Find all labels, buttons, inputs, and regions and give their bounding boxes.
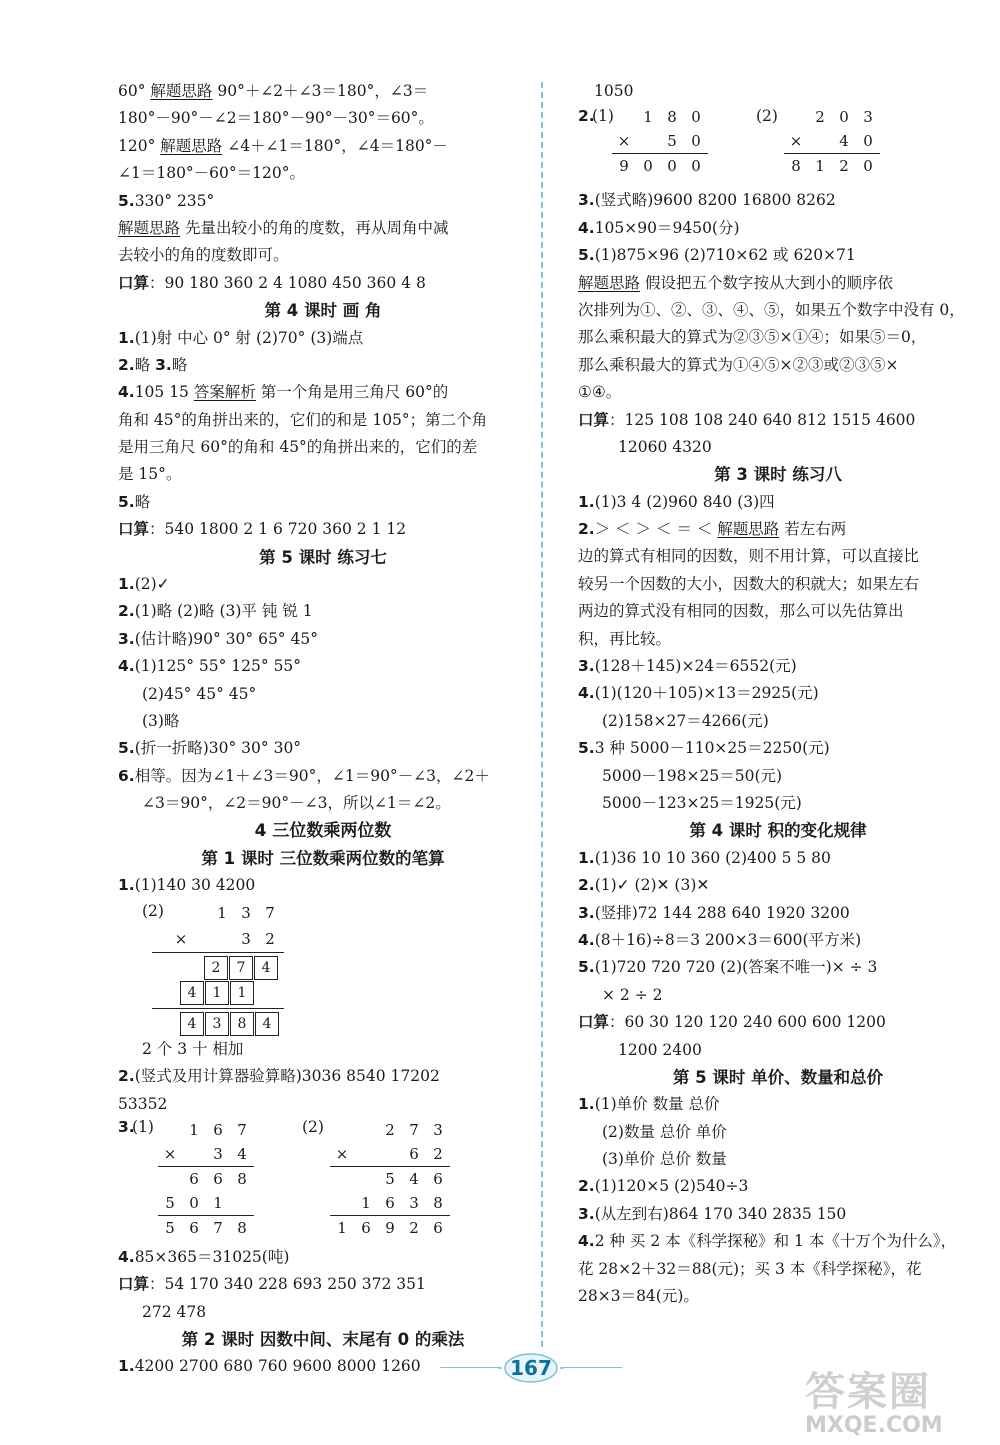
answer-line: 2.(竖式及用计算器验算略)3036 8540 17202: [118, 1067, 440, 1086]
answer-box: 4: [255, 1012, 279, 1036]
answer-line: (3)略: [142, 711, 180, 730]
vertical-calculation: (2) 1 3 7 × 3 2 2 7 4 4 1 1 4 3 8 4: [118, 900, 528, 1036]
oral-calc-line: 口算：54 170 340 228 693 250 372 351: [118, 1275, 426, 1294]
answer-line: 120° 解题思路 ∠4＋∠1＝180°，∠4＝180°－: [118, 136, 448, 155]
answer-line: 较另一个因数的大小，因数大的积就大；如果左右: [578, 574, 920, 593]
answer-line: 角和 45°的角拼出来的，它们的和是 105°；第二个角: [118, 410, 488, 429]
lesson-heading: 第 4 课时 积的变化规律: [689, 821, 867, 841]
answer-box: 4: [254, 956, 278, 980]
hint-tag: 解题思路: [578, 273, 641, 292]
vertical-calculation-pair: 3. (1) 1 6 7 × 3 4 6 6 8 5 0 1 5 6 7 8 (2) 2 7 3 × 6 2 5 4 6 1 6 3 8 1 6 9 2 6: [118, 1118, 528, 1244]
answer-line: (2)158×27＝4266(元): [602, 711, 769, 730]
answer-line: 5.(1)720 720 720 (2)(答案不唯一)× ÷ 3: [578, 958, 878, 977]
answer-line: 去较小的角的度数即可。: [118, 246, 289, 265]
lesson-heading: 第 1 课时 三位数乘两位数的笔算: [201, 848, 445, 868]
answer-line: 2.＞ ＜ ＞ ＜ ＝ ＜ 解题思路 若左右两: [578, 520, 847, 539]
question-number: 5.: [118, 191, 135, 210]
answer-box: 1: [230, 981, 254, 1005]
vertical-calculation: 2 0 3 × 4 0 8 1 2 0: [774, 105, 880, 178]
page-number: 167: [510, 1356, 552, 1380]
unit-heading: 4 三位数乘两位数: [254, 820, 392, 841]
answer-box: 7: [229, 956, 253, 980]
column-divider: [541, 82, 543, 1347]
answer-line: 那么乘积最大的算式为②③⑤×①④；如果⑤＝0，: [578, 328, 927, 347]
oral-calc-line: 12060 4320: [618, 437, 712, 456]
answer-line: ∠1＝180°－60°＝120°。: [118, 164, 305, 183]
answer-line: 2.略 3.略: [118, 355, 188, 374]
vertical-calculation: 2 7 3 × 6 2 5 4 6 1 6 3 8 1 6 9 2 6: [320, 1118, 450, 1240]
answer-box: 4: [180, 1012, 204, 1036]
page-rule-right: [562, 1367, 622, 1368]
answer-line: 2.(1)120×5 (2)540÷3: [578, 1177, 749, 1196]
hint-tag: 解题思路: [160, 136, 223, 155]
watermark: [805, 1360, 943, 1438]
answer-line: 4.(8＋16)÷8＝3 200×3＝600(平方米): [578, 930, 862, 949]
oral-calc-line: 272 478: [142, 1302, 207, 1321]
answer-line: 5.(1)875×96 (2)710×62 或 620×71: [578, 246, 856, 265]
answer-line: 4.105 15 答案解析 第一个角是用三角尺 60°的: [118, 383, 449, 402]
right-column: [578, 78, 978, 1310]
answer-line: 3.(竖排)72 144 288 640 1920 3200: [578, 903, 850, 922]
answer-line: 3.(竖式略)9600 8200 16800 8262: [578, 191, 836, 210]
answer-line: 53352: [118, 1094, 168, 1113]
answer-line: 60° 解题思路 90°＋∠2＋∠3＝180°，∠3＝: [118, 82, 429, 100]
answer-line: 1.4200 2700 680 760 9600 8000 1260: [118, 1357, 421, 1376]
answer-line: 积，再比较。: [578, 629, 672, 648]
hint-tag: 解题思路: [717, 520, 780, 539]
answer-box: 8: [230, 1012, 254, 1036]
answer-line: (2)45° 45° 45°: [142, 684, 257, 703]
answer-box: 1: [205, 981, 229, 1005]
answer-line: 1.(1)140 30 4200: [118, 876, 256, 895]
answer-line: 1.(1)射 中心 0° 射 (2)70° (3)端点: [118, 328, 364, 347]
hint-tag: 答案解析: [193, 383, 256, 402]
answer-line: 5.略: [118, 492, 151, 511]
answer-line: 5.330° 235°: [118, 191, 215, 210]
answer-line: 1.(2)✓: [118, 575, 170, 594]
lesson-heading: 第 5 课时 单价、数量和总价: [672, 1067, 884, 1087]
answer-line: 解题思路 假设把五个数字按从大到小的顺序依: [578, 273, 893, 292]
oral-calc-line: 口算：540 1800 2 1 6 720 360 2 1 12: [118, 520, 407, 539]
answer-line: 是用三角尺 60°的角和 45°的角拼出来的，它们的差: [118, 438, 478, 457]
page-rule-left: [440, 1367, 500, 1368]
vertical-calculation: 1 6 7 × 3 4 6 6 8 5 0 1 5 6 7 8: [148, 1118, 254, 1240]
page-number-badge: [498, 1350, 564, 1386]
oral-calc-line: 口算：125 108 108 240 640 812 1515 4600: [578, 410, 916, 429]
answer-line: 解题思路 先量出较小的角的度数，再从周角中减: [118, 218, 449, 237]
answer-line: 5000－198×25＝50(元): [602, 766, 783, 785]
oral-calc-line: 口算：90 180 360 2 4 1080 450 360 4 8: [118, 273, 426, 292]
answer-line: ①④。: [578, 383, 622, 402]
answer-line: 3.(128＋145)×24＝6552(元): [578, 657, 797, 676]
lesson-heading: 第 3 课时 练习八: [714, 465, 842, 485]
answer-line: 4.105×90＝9450(分): [578, 218, 740, 237]
answer-box: 3: [205, 1012, 229, 1036]
answer-line: 4.(1)(120＋105)×13＝2925(元): [578, 684, 819, 703]
answer-line: 3.(从左到右)864 170 340 2835 150: [578, 1204, 847, 1223]
answer-line: 1.(1)3 4 (2)960 840 (3)四: [578, 492, 775, 511]
watermark-url: MXQE.COM: [805, 1413, 943, 1438]
answer-line: 次排列为①、②、③、④、⑤，如果五个数字中没有 0，: [578, 300, 965, 319]
answer-line: 2.(1)略 (2)略 (3)平 钝 锐 1: [118, 602, 313, 621]
answer-line: 1050: [594, 82, 634, 100]
answer-line: 2 个 3 十 相加: [142, 1039, 244, 1058]
lesson-heading: 第 4 课时 画 角: [264, 301, 382, 321]
answer-line: 5000－123×25＝1925(元): [602, 793, 802, 812]
answer-line: 2.(1)✓ (2)✕ (3)✕: [578, 876, 710, 895]
answer-line: 两边的算式没有相同的因数，那么可以先估算出: [578, 602, 904, 621]
answer-line: 180°－90°－∠2＝180°－90°－30°＝60°。: [118, 109, 434, 128]
answer-line: (2)数量 总价 单价: [602, 1122, 727, 1141]
answer-line: 边的算式有相同的因数，则不用计算，可以直接比: [578, 547, 920, 566]
answer-line: 4.85×365＝31025(吨): [118, 1247, 290, 1266]
answer-line: 3.(估计略)90° 30° 65° 45°: [118, 629, 318, 648]
answer-line: 1.(1)36 10 10 360 (2)400 5 5 80: [578, 848, 831, 867]
answer-line: 花 28×2＋32＝88(元)；买 3 本《科学探秘》，花: [578, 1259, 922, 1278]
answer-line: 6.相等。因为∠1＋∠3＝90°，∠1＝90°－∠3，∠2＋: [118, 766, 490, 785]
answer-line: 4.(1)125° 55° 125° 55°: [118, 657, 302, 676]
answer-line: × 2 ÷ 2: [602, 985, 663, 1004]
vertical-calculation: 1 8 0 × 5 0 9 0 0 0: [602, 105, 708, 178]
answer-line: 4.2 种 买 2 本《科学探秘》和 1 本《十万个为什么》，: [578, 1232, 957, 1251]
hint-tag: 解题思路: [150, 82, 213, 100]
hint-tag: 解题思路: [118, 218, 181, 237]
answer-line: ∠3＝90°，∠2＝90°－∠3，所以∠1＝∠2。: [142, 794, 451, 813]
answer-line: 那么乘积最大的算式为①④⑤×②③或②③⑤×: [578, 355, 899, 374]
oral-calc-line: 口算：60 30 120 120 240 600 600 1200: [578, 1013, 886, 1032]
answer-line: 是 15°。: [118, 465, 182, 484]
lesson-heading: 第 5 课时 练习七: [259, 547, 387, 567]
vertical-calculation-pair: 2. (1) 1 8 0 × 5 0 9 0 0 0 (2) 2 0 3 × 4 0 8 1 2 0: [578, 105, 978, 187]
answer-line: (3)单价 总价 数量: [602, 1150, 727, 1169]
answer-line: 1.(1)单价 数量 总价: [578, 1095, 720, 1114]
lesson-heading: 第 2 课时 因数中间、末尾有 0 的乘法: [181, 1330, 465, 1350]
answer-line: 5.3 种 5000－110×25＝2250(元): [578, 739, 830, 758]
answer-box: 2: [204, 956, 228, 980]
watermark-logo: 答案圈: [805, 1369, 931, 1415]
oral-calc-line: 1200 2400: [618, 1040, 702, 1059]
answer-line: 28×3＝84(元)。: [578, 1287, 699, 1306]
answer-box: 4: [180, 981, 204, 1005]
left-column: [118, 78, 528, 1381]
answer-line: 5.(折一折略)30° 30° 30°: [118, 739, 302, 758]
